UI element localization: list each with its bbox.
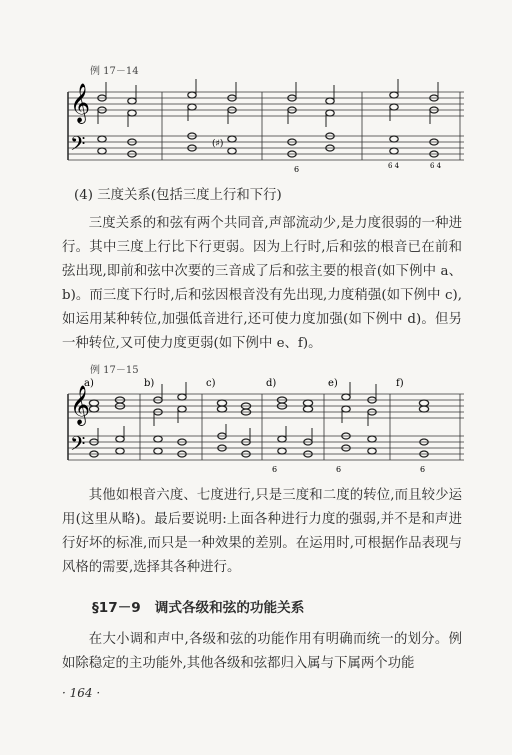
paragraph-function: 在大小调和声中,各级和弦的功能作用有明确而统一的划分。例如除稳定的主功能外,其他各级和弦都归入属与下属两个功能 (62, 632, 462, 671)
heading-four: (4) 三度关系(包括三度上行和下行) (74, 188, 282, 203)
marker-d: d) (266, 378, 277, 389)
sharp-accidental: (♯) (212, 139, 224, 149)
bass-clef-icon: 𝄢 (70, 132, 86, 160)
section-title: 调式各级和弦的功能关系 (154, 600, 305, 616)
music-example-17-14 (62, 78, 464, 176)
music-example-17-15 (62, 376, 464, 474)
marker-c: c) (206, 378, 216, 389)
marker-e: e) (328, 378, 338, 389)
marker-f: f) (396, 378, 404, 389)
marker-b: b) (144, 378, 155, 389)
bass-clef-icon: 𝄢 (70, 432, 86, 460)
figured-bass: 6 4 (388, 162, 400, 170)
marker-a: a) (84, 378, 94, 389)
page-number: · 164 · (62, 686, 101, 700)
example-label: 例 17－15 (90, 365, 139, 376)
treble-clef-icon: 𝄞 (70, 385, 91, 425)
figured-bass: 6 (336, 465, 342, 474)
section-number: §17－9 (92, 600, 141, 616)
figured-bass: 6 (272, 465, 278, 474)
figured-bass: 6 (294, 165, 300, 174)
example-label: 例 17－14 (90, 66, 139, 77)
paragraph-third-relation: 三度关系的和弦有两个共同音,声部流动少,是力度很弱的一种进行。其中三度上行比下行更弱。因为上行时,后和弦的根音已在前和弦出现,即前和弦中次要的三音成了后和弦主要的根音(如下例中 a、b)。而三度下行时,后和弦因根音没有先出现,力度稍强(如下例中 c),如运用某种转位,加强低音进行,还可使力度加强(如下例中 d)。但另一种转位,又可使力度更弱(如下例中 e、f)。 (62, 216, 462, 351)
figured-bass: 6 (420, 465, 426, 474)
figured-bass: 6 4 (430, 162, 442, 170)
paragraph-other-progressions: 其他如根音六度、七度进行,只是三度和二度的转位,而且较少运用(这里从略)。最后要说明:上面各种进行力度的强弱,并不是和声进行好坏的标准,而只是一种效果的差别。在运用时,可根据作品表现与风格的需要,选择其各种进行。 (62, 488, 462, 575)
section-heading (92, 596, 318, 616)
treble-clef-icon: 𝄞 (70, 83, 91, 123)
